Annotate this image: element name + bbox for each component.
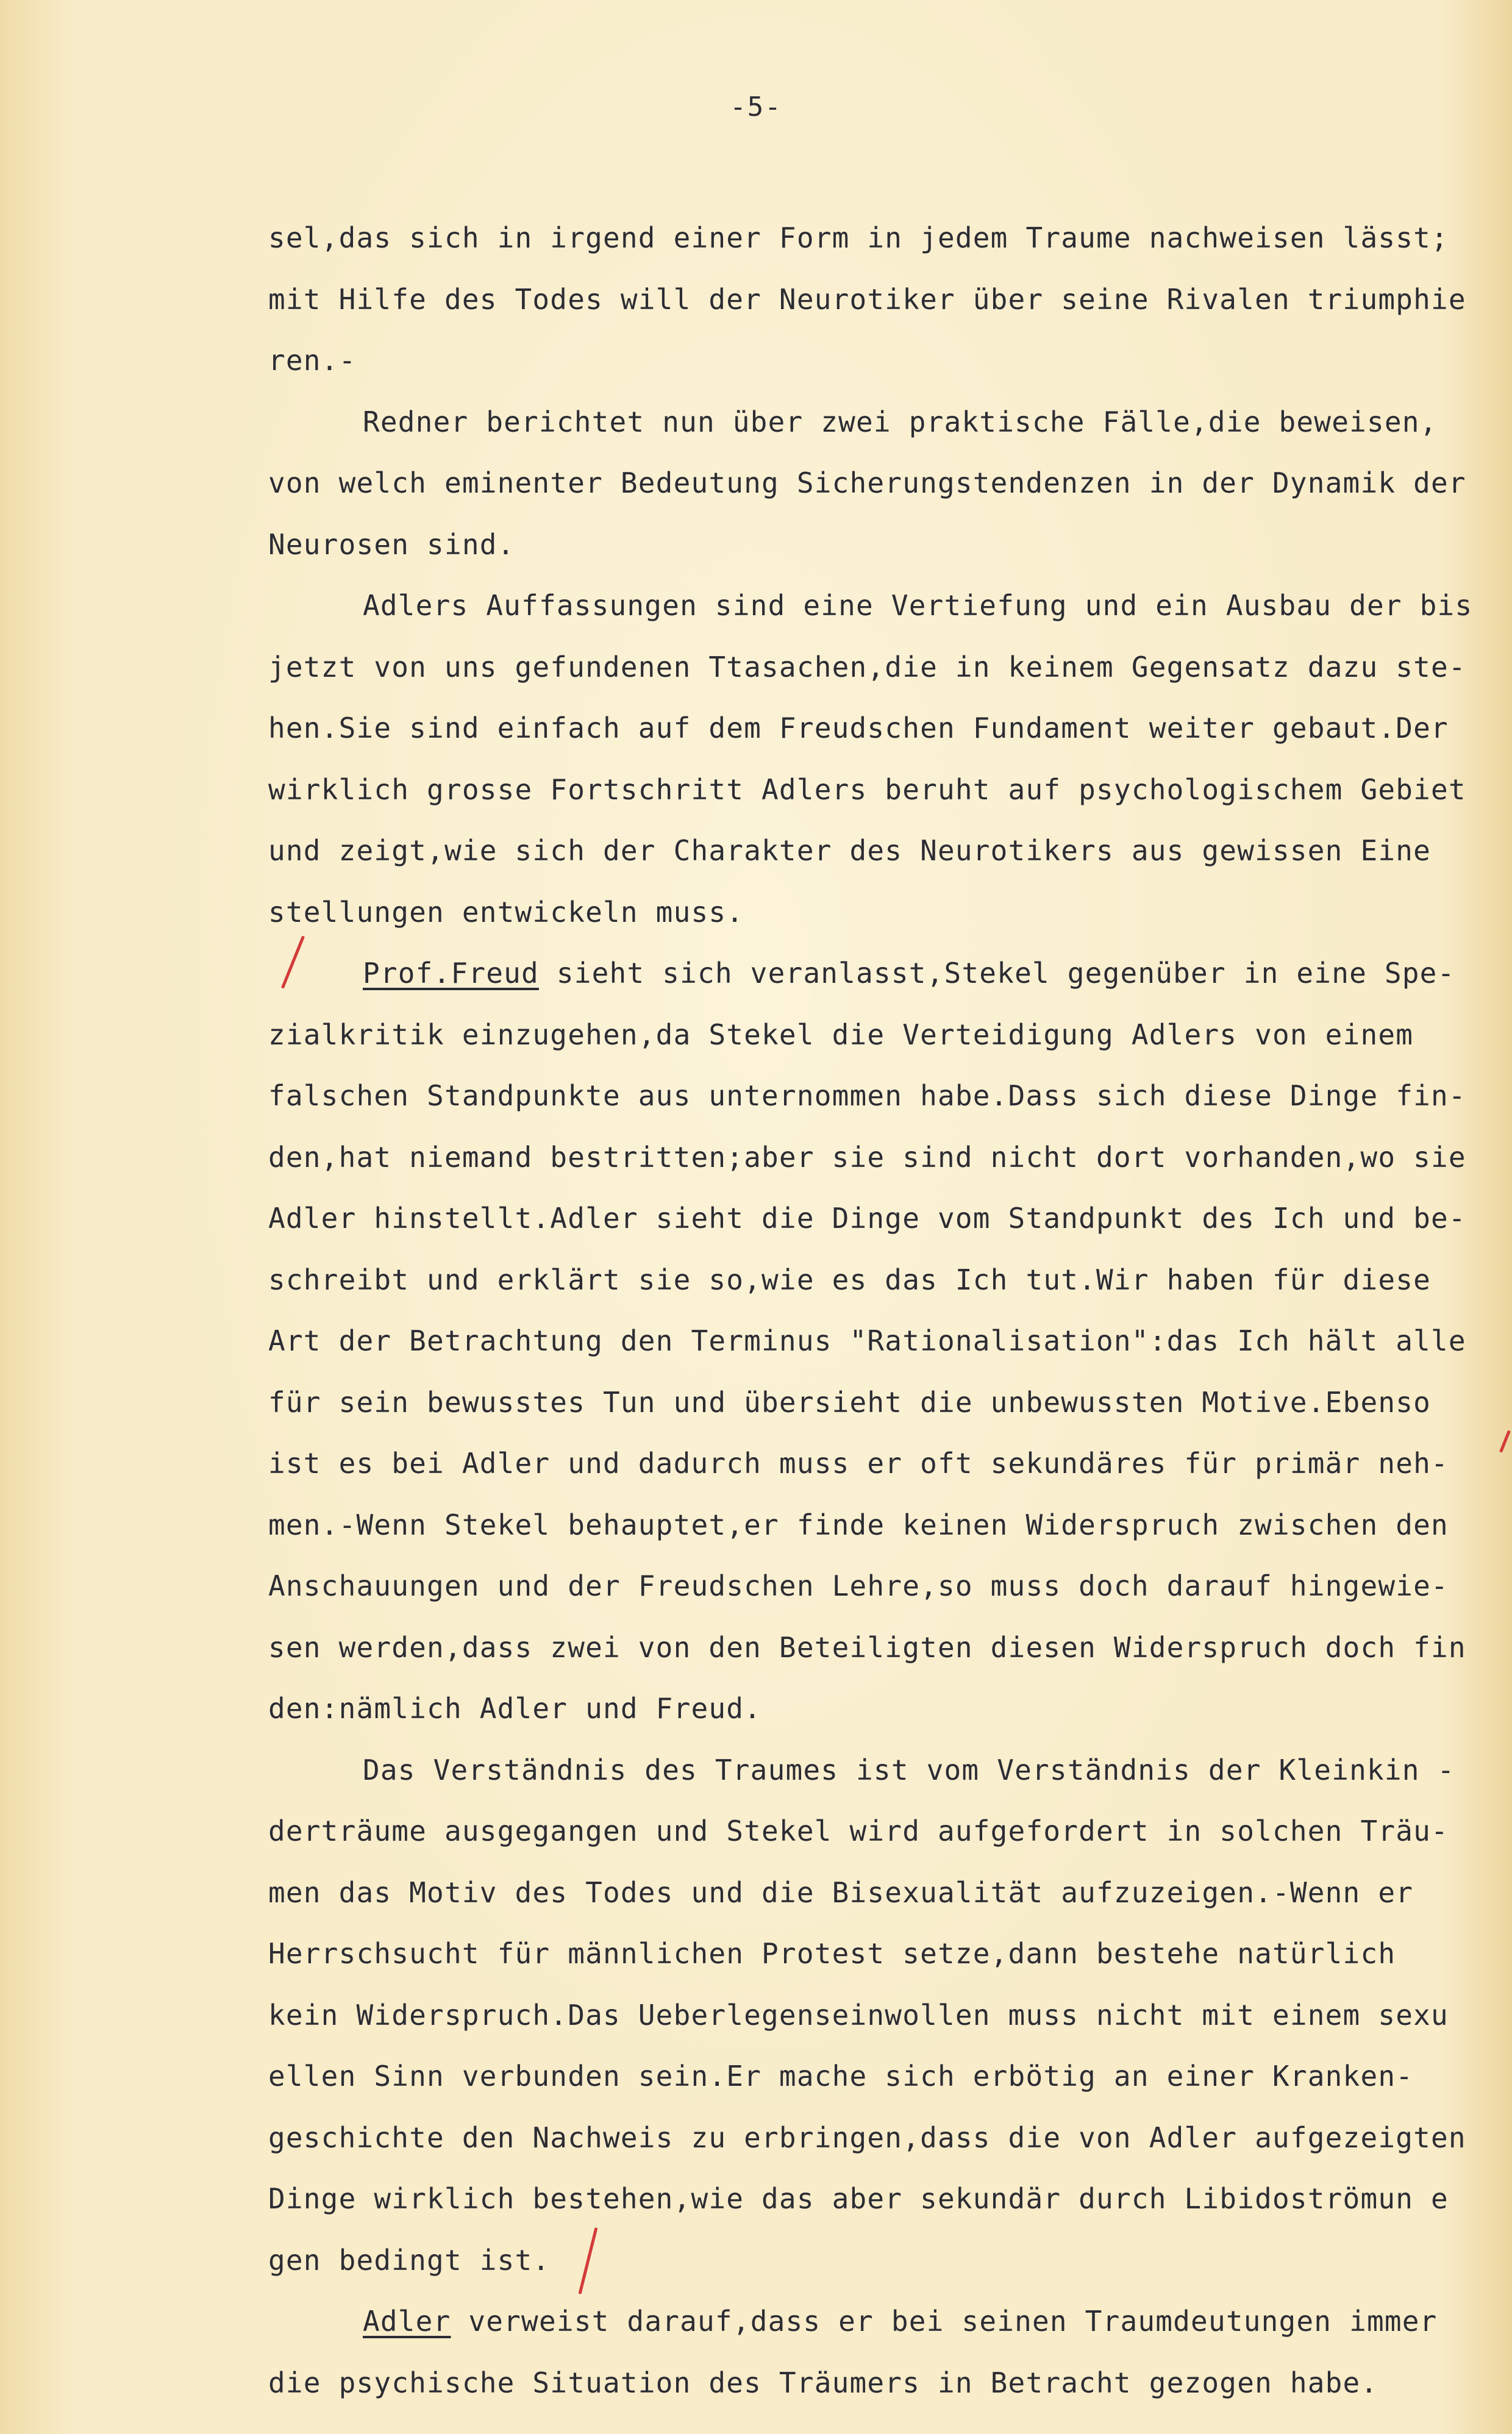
line-text: den,hat niemand bestritten;aber sie sind nicht dort vorhanden,wo sie	[268, 1140, 1466, 1174]
line-text: zialkritik einzugehen,da Stekel die Verteidigung Adlers von einem	[268, 1018, 1414, 1051]
text-line	[268, 1629, 1512, 1666]
red-pencil-mark	[281, 935, 305, 988]
text-line	[268, 465, 1512, 501]
text-line	[268, 894, 1512, 930]
line-text: sieht sich veranlasst,Stekel gegenüber in eine Spe-	[538, 957, 1455, 990]
line-text: hen.Sie sind einfach auf dem Freudschen Fundament weiter gebaut.Der	[268, 712, 1449, 744]
text-line	[268, 710, 1512, 746]
line-text: und zeigt,wie sich der Charakter des Neurotikers aus gewissen Eine	[268, 834, 1432, 867]
line-text: Neurosen sind.	[268, 527, 515, 561]
line-text: Art der Betrachtung den Terminus "Rationalisation":das Ich hält alle	[268, 1324, 1466, 1357]
line-text: Adlers Auffassungen sind eine Vertiefung und ein Ausbau der bis	[363, 589, 1473, 622]
text-line	[363, 955, 1512, 991]
line-text: kein Widerspruch.Das Ueberlegenseinwollen muss nicht mit einem sexu	[268, 1998, 1449, 2032]
page-number: -5-	[730, 91, 782, 123]
line-text: sen werden,dass zwei von den Beteiligten diesen Widerspruch doch fin	[268, 1630, 1466, 1664]
text-line	[268, 1690, 1512, 1727]
line-text: men.-Wenn Stekel behauptet,er finde keinen Widerspruch zwischen den	[268, 1508, 1449, 1541]
text-line	[268, 342, 1512, 379]
line-text: stellungen entwickeln muss.	[268, 895, 744, 929]
text-line	[268, 1445, 1512, 1482]
line-text: Redner berichtet nun über zwei praktische Fälle,die beweisen,	[363, 405, 1438, 438]
line-text: mit Hilfe des Todes will der Neurotiker über seine Rivalen triumphie	[268, 282, 1466, 316]
text-line	[268, 1874, 1512, 1911]
text-line	[268, 281, 1512, 318]
text-line	[268, 1507, 1512, 1543]
line-text: sel,das sich in irgend einer Form in jedem Traume nachweisen lässt;	[268, 221, 1449, 254]
line-text: Dinge wirklich bestehen,wie das aber sekundär durch Libidoströmun e	[268, 2182, 1449, 2215]
line-text: von welch eminenter Bedeutung Sicherungstendenzen in der Dynamik der	[268, 466, 1466, 499]
text-line	[268, 771, 1512, 808]
line-text: ellen Sinn verbunden sein.Er mache sich erbötig an einer Kranken-	[268, 2060, 1414, 2093]
text-line	[268, 1384, 1512, 1421]
text-line	[268, 649, 1512, 685]
text-line	[268, 1139, 1512, 1176]
line-text: Anschauungen und der Freudschen Lehre,so muss doch darauf hingewie-	[268, 1569, 1449, 1602]
line-text: die psychische Situation des Träumers in Betracht gezogen habe.	[268, 2366, 1378, 2399]
line-text: Herrschsucht für männlichen Protest setze,dann bestehe natürlich	[268, 1937, 1396, 1970]
text-line	[363, 587, 1512, 624]
text-line	[268, 2058, 1512, 2094]
text-line	[268, 1322, 1512, 1359]
text-line	[268, 832, 1512, 869]
line-text: Adler hinstellt.Adler sieht die Dinge vom Standpunkt des Ich und be-	[268, 1202, 1466, 1235]
line-text: schreibt und erklärt sie so,wie es das Ich tut.Wir haben für diese	[268, 1263, 1432, 1296]
line-text: ist es bei Adler und dadurch muss er oft sekundäres für primär neh-	[268, 1447, 1449, 1480]
line-text: wirklich grosse Fortschritt Adlers beruht auf psychologischem Gebiet	[268, 773, 1466, 806]
line-text: den:nämlich Adler und Freud.	[268, 1692, 762, 1725]
line-text: für sein bewusstes Tun und übersieht die unbewussten Motive.Ebenso	[268, 1385, 1432, 1419]
speaker-name: Adler	[363, 2305, 451, 2338]
line-text: gen bedingt ist.	[268, 2243, 551, 2277]
text-line	[268, 1077, 1512, 1114]
text-line	[268, 1568, 1512, 1604]
text-line	[268, 2119, 1512, 2156]
text-line	[268, 1813, 1512, 1849]
text-line	[268, 219, 1512, 256]
text-line	[268, 526, 1512, 563]
line-text: geschichte den Nachweis zu erbringen,dass die von Adler aufgezeigten	[268, 2121, 1466, 2154]
text-line	[268, 1997, 1512, 2033]
text-line	[363, 2303, 1512, 2339]
text-line	[268, 1935, 1512, 1972]
line-text: jetzt von uns gefundenen Ttasachen,die in keinem Gegensatz dazu ste-	[268, 650, 1466, 683]
text-line	[268, 2364, 1512, 2401]
text-line	[268, 1200, 1512, 1237]
text-line	[268, 1016, 1512, 1053]
speaker-name: Prof.Freud	[363, 957, 539, 990]
text-line	[363, 404, 1512, 440]
text-line	[268, 1262, 1512, 1298]
line-text: verweist darauf,dass er bei seinen Traumdeutungen immer	[451, 2305, 1438, 2338]
line-text: ren.-	[268, 344, 357, 377]
line-text: falschen Standpunkte aus unternommen habe.Dass sich diese Dinge fin-	[268, 1079, 1466, 1112]
line-text: Das Verständnis des Traumes ist vom Verständnis der Kleinkin -	[363, 1753, 1455, 1786]
line-text: derträume ausgegangen und Stekel wird aufgefordert in solchen Träu-	[268, 1815, 1449, 1847]
text-line	[363, 1752, 1512, 1788]
text-line	[268, 2242, 1512, 2279]
text-line	[268, 2180, 1512, 2217]
line-text: men das Motiv des Todes und die Bisexualität aufzuzeigen.-Wenn er	[268, 1875, 1414, 1909]
